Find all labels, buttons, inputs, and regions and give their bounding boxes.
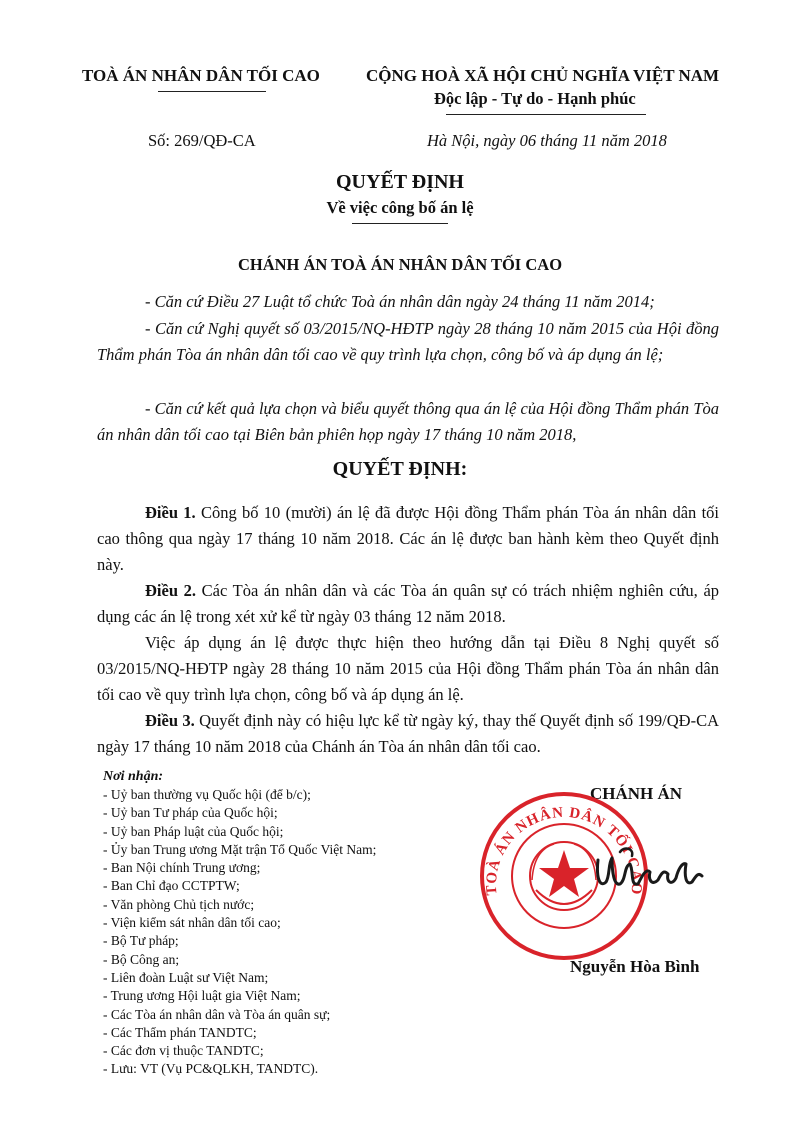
recipients-list <box>103 786 376 1079</box>
basis-1: - Căn cứ Điều 27 Luật tổ chức Toà án nhân dân ngày 24 tháng 11 năm 2014; <box>145 292 655 311</box>
national-motto: Độc lập - Tự do - Hạnh phúc <box>434 89 636 108</box>
article-1 <box>97 500 719 578</box>
article-2-guidance <box>97 630 719 708</box>
recipient-item: - Uỷ ban Tư pháp của Quốc hội; <box>103 805 278 821</box>
agency-underline <box>158 91 266 92</box>
recipient-item: - Bộ Công an; <box>103 951 180 967</box>
recipient-item: - Bộ Tư pháp; <box>103 933 179 949</box>
basis-3: - Căn cứ kết quả lựa chọn và biểu quyết thông qua án lệ của Hội đồng Thẩm phán Tòa án nhân dân tối cao tại Biên bản phiên họp ngày 17 tháng 10 năm 2018, <box>97 399 719 444</box>
place-date: Hà Nội, ngày 06 tháng 11 năm 2018 <box>427 131 667 150</box>
recipient-item: - Ban Nội chính Trung ương; <box>103 860 261 876</box>
recipient-item: - Các Tòa án nhân dân và Tòa án quân sự; <box>103 1006 331 1022</box>
article-2-guidance-text: Việc áp dụng án lệ được thực hiện theo hướng dẫn tại Điều 8 Nghị quyết số 03/2015/NQ-HĐTP ngày 28 tháng 10 năm 2015 của Hội đồng Thẩm phán Tòa án nhân dân tối cao về quy trình lựa chọn, công bố và áp dụng án lệ. <box>97 633 719 704</box>
recipients-block <box>103 768 376 1079</box>
article-3-label: Điều 3. <box>145 711 195 730</box>
recipient-item: - Uỷ ban Pháp luật của Quốc hội; <box>103 823 284 839</box>
document-subtitle: Về việc công bố án lệ <box>326 198 474 217</box>
basis-2: - Căn cứ Nghị quyết số 03/2015/NQ-HĐTP ngày 28 tháng 10 năm 2015 của Hội đồng Thẩm phán Tòa án nhân dân tối cao về quy trình lựa chọn, công bố và áp dụng án lệ; <box>97 319 719 364</box>
article-2-text: Các Tòa án nhân dân và các Tòa án quân sự có trách nhiệm nghiên cứu, áp dụng các án lệ trong xét xử kể từ ngày 03 tháng 12 năm 2018. <box>97 581 720 626</box>
recipient-item: - Các đơn vị thuộc TANDTC; <box>103 1043 264 1059</box>
signer-position: CHÁNH ÁN <box>590 784 683 803</box>
seal-text: TOÀ ÁN NHÂN DÂN TỐI CAO <box>483 804 645 896</box>
recipients-label: Nơi nhận: <box>103 769 164 784</box>
article-1-label: Điều 1. <box>145 503 196 522</box>
recipient-item: - Uỷ ban thường vụ Quốc hội (để b/c); <box>103 787 311 802</box>
issuer-title: CHÁNH ÁN TOÀ ÁN NHÂN DÂN TỐI CAO <box>237 255 563 274</box>
signer-name: Nguyễn Hòa Bình <box>570 957 700 976</box>
recipient-item: - Liên đoàn Luật sư Việt Nam; <box>103 969 269 985</box>
subtitle-underline <box>352 223 448 224</box>
document-number: Số: 269/QĐ-CA <box>148 131 256 150</box>
article-2-label: Điều 2. <box>145 581 197 600</box>
recipient-item: - Văn phòng Chủ tịch nước; <box>103 896 255 912</box>
motto-underline <box>446 114 646 115</box>
recipient-item: - Lưu: VT (Vụ PC&QLKH, TANDTC). <box>103 1061 319 1077</box>
recipient-item: - Ủy ban Trung ương Mặt trận Tổ Quốc Việt Nam; <box>103 841 377 857</box>
emblem-icon <box>530 842 598 910</box>
recipient-item: - Viện kiểm sát nhân dân tối cao; <box>103 915 281 931</box>
country-name: CỘNG HOÀ XÃ HỘI CHỦ NGHĨA VIỆT NAM <box>366 66 720 85</box>
article-3 <box>97 708 719 760</box>
document-title: QUYẾT ĐỊNH <box>336 171 464 193</box>
article-1-text: Công bố 10 (mười) án lệ đã được Hội đồng Thẩm phán Tòa án nhân dân tối cao thông qua ngày 17 tháng 10 năm 2018. Các án lệ được ban hành kèm theo Quyết định này. <box>97 503 720 574</box>
recipient-item: - Các Thẩm phán TANDTC; <box>103 1024 257 1040</box>
article-2 <box>97 578 719 630</box>
signature-icon <box>590 842 710 902</box>
decides-heading: QUYẾT ĐỊNH: <box>332 458 468 480</box>
article-3-text: Quyết định này có hiệu lực kể từ ngày ký, thay thế Quyết định số 199/QĐ-CA ngày 17 tháng 10 năm 2018 của Chánh án Tòa án nhân dân tối cao. <box>97 711 720 756</box>
recipient-item: - Ban Chỉ đạo CCTPTW; <box>103 878 240 894</box>
recipient-item: - Trung ương Hội luật gia Việt Nam; <box>103 988 301 1004</box>
agency-name: TOÀ ÁN NHÂN DÂN TỐI CAO <box>82 66 320 85</box>
